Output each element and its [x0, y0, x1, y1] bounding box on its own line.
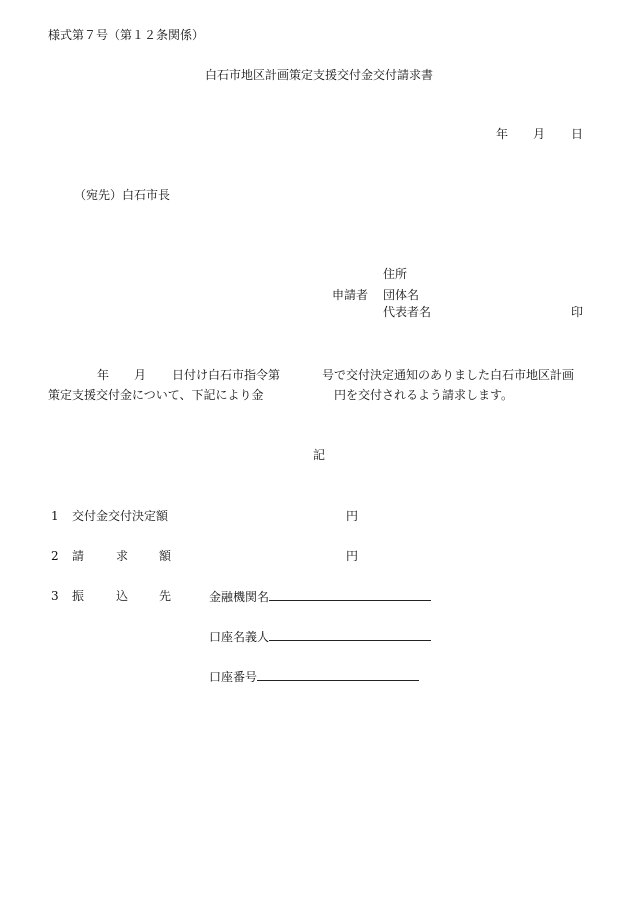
- account-holder-row: [209, 628, 431, 645]
- seal-mark: 印: [571, 305, 584, 319]
- item-1-label: 交付金交付決定額: [72, 509, 169, 523]
- body-year: 年: [97, 368, 110, 382]
- org-name-label: 団体名: [383, 288, 420, 302]
- item-3-number: 3: [51, 589, 59, 603]
- account-number-label: 口座番号: [209, 670, 258, 684]
- address-label: 住所: [383, 267, 408, 281]
- item-3-label-char-3: 先: [159, 589, 172, 603]
- item-1-number: 1: [51, 509, 59, 523]
- item-3-label-char-1: 振: [72, 589, 85, 603]
- item-2-number: 2: [51, 549, 59, 563]
- representative-label: 代表者名: [383, 305, 432, 319]
- account-holder-line: [269, 628, 431, 641]
- body-number-suffix: 号で交付決定通知のありました白石市地区計画: [322, 368, 575, 382]
- date-year: 年: [496, 127, 509, 141]
- account-number-line: [257, 668, 419, 681]
- item-3-label-char-2: 込: [116, 589, 129, 603]
- addressee: （宛先）白石市長: [74, 188, 171, 202]
- item-1-unit: 円: [346, 509, 359, 523]
- body-month: 月: [134, 368, 147, 382]
- date-month: 月: [533, 127, 546, 141]
- form-number: 様式第７号（第１２条関係）: [48, 28, 205, 42]
- bank-institution-line: [269, 588, 431, 601]
- item-2-label-char-2: 求: [116, 549, 129, 563]
- item-2-label-char-3: 額: [159, 549, 172, 563]
- bank-institution-label: 金融機関名: [209, 590, 270, 604]
- body-line2-suffix: 円を交付されるよう請求します。: [334, 388, 514, 402]
- item-2-label-char-1: 請: [72, 549, 85, 563]
- item-2-unit: 円: [346, 549, 359, 563]
- date-day: 日: [571, 127, 584, 141]
- document-title: 白石市地区計画策定支援交付金交付請求書: [205, 68, 434, 82]
- applicant-label: 申請者: [332, 288, 369, 302]
- account-holder-label: 口座名義人: [209, 630, 270, 644]
- account-number-row: [209, 668, 419, 685]
- ki-heading: 記: [313, 448, 326, 462]
- bank-institution-row: [209, 588, 431, 605]
- body-line2-prefix: 策定支援交付金について、下記により金: [48, 388, 264, 402]
- body-dated: 日付け白石市指令第: [172, 368, 281, 382]
